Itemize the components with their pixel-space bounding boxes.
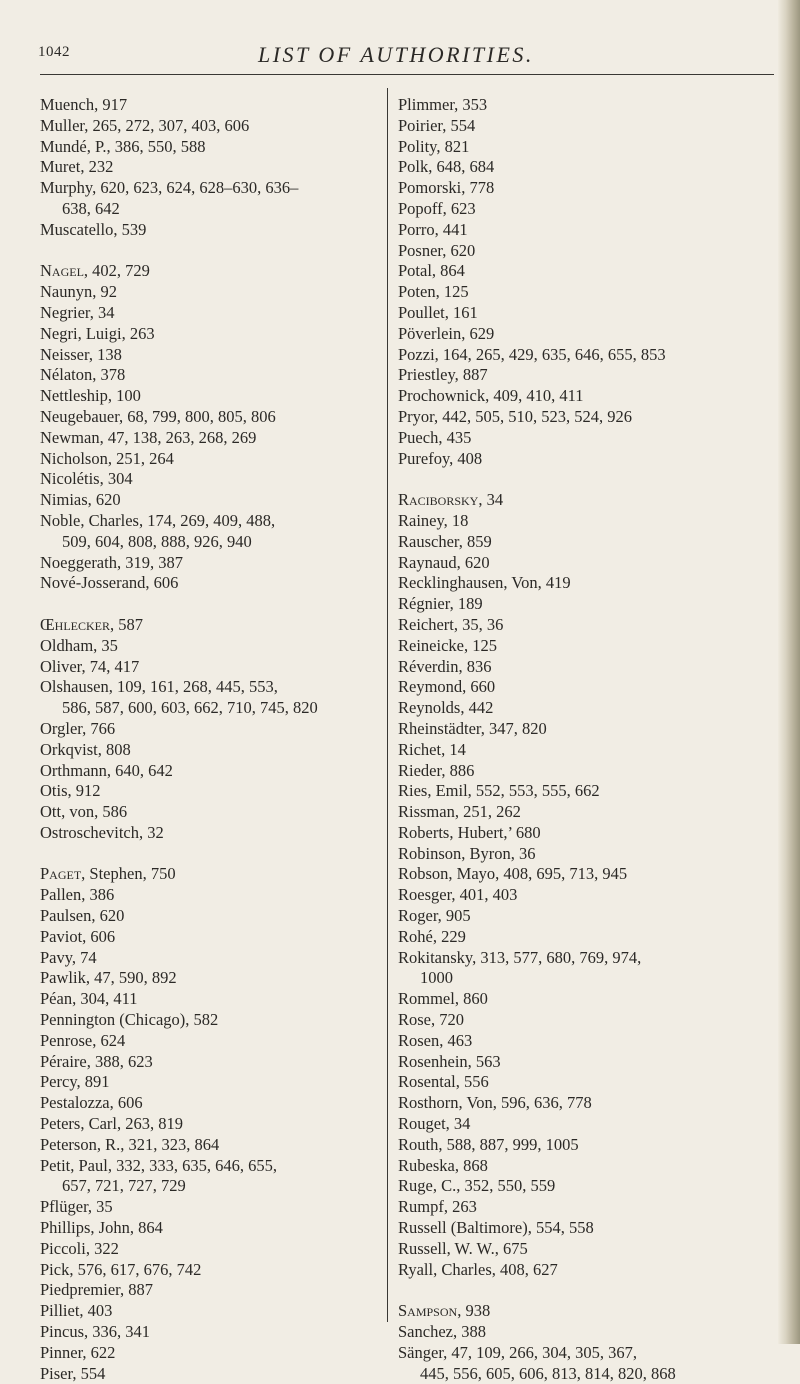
index-entry-line: Rissman, 251, 262 — [398, 802, 521, 822]
index-entry — [398, 178, 784, 199]
index-entry-line: Polity, 821 — [398, 136, 470, 156]
index-entry — [40, 1239, 384, 1260]
index-entry — [398, 989, 784, 1010]
index-entry-line: Rheinstädter, 347, 820 — [398, 718, 547, 738]
index-entry-line: Ruge, C., 352, 550, 559 — [398, 1176, 556, 1196]
index-entry — [398, 303, 784, 324]
index-entry-line: Pawlik, 47, 590, 892 — [40, 968, 177, 988]
index-entry — [40, 1031, 384, 1052]
index-entry — [40, 823, 384, 844]
index-entry-line: Nettleship, 100 — [40, 386, 141, 406]
index-entry-line: Pinner, 622 — [40, 1342, 116, 1362]
index-entry-line: Oliver, 74, 417 — [40, 656, 140, 676]
index-entry — [398, 1072, 784, 1093]
index-entry — [398, 1010, 784, 1031]
index-entry — [398, 386, 784, 407]
index-entry-line: Pestalozza, 606 — [40, 1093, 143, 1113]
index-entry — [40, 906, 384, 927]
index-entry-line: Penrose, 624 — [40, 1030, 126, 1050]
index-entry-line: Rokitansky, 313, 577, 680, 769, 974, — [398, 947, 642, 967]
index-entry-line: Plimmer, 353 — [398, 95, 488, 114]
index-entry-line: Pozzi, 164, 265, 429, 635, 646, 655, 853 — [398, 344, 666, 364]
index-entry-line: Russell (Baltimore), 554, 558 — [398, 1218, 594, 1238]
index-entry-line: Noble, Charles, 174, 269, 409, 488, — [40, 510, 276, 530]
index-entry-line: Neugebauer, 68, 799, 800, 805, 806 — [40, 406, 276, 426]
index-entry — [40, 1197, 384, 1218]
index-entry-line: Rumpf, 263 — [398, 1197, 477, 1217]
section-head-name: Œhlecker — [40, 614, 111, 634]
index-entry — [40, 864, 384, 885]
index-entry-line: Sampson, 938 — [398, 1301, 491, 1321]
index-entry-line: Potal, 864 — [398, 261, 465, 281]
index-entry — [40, 1280, 384, 1301]
index-entry-line: Rosen, 463 — [398, 1030, 473, 1050]
index-entry-continuation: 509, 604, 808, 888, 926, 940 — [62, 531, 252, 551]
index-entry — [398, 1135, 784, 1156]
index-entry — [40, 116, 384, 137]
index-entry — [398, 282, 784, 303]
index-entry-line: Pomorski, 778 — [398, 178, 495, 198]
index-entry — [40, 303, 384, 324]
index-entry — [40, 1343, 384, 1364]
index-entry-line: Piedpremier, 887 — [40, 1280, 153, 1300]
index-entry-line: Ryall, Charles, 408, 627 — [398, 1259, 558, 1279]
index-entry-line: Nimias, 620 — [40, 490, 121, 510]
index-entry-line: Richet, 14 — [398, 739, 466, 759]
index-entry — [40, 428, 384, 449]
index-entry — [398, 407, 784, 428]
index-entry-line: Olshausen, 109, 161, 268, 445, 553, — [40, 677, 278, 697]
index-entry-line: Reynolds, 442 — [398, 698, 494, 718]
index-entry-line: Reymond, 660 — [398, 677, 496, 697]
index-entry-line: Oldham, 35 — [40, 635, 118, 655]
index-entry-line: Ott, von, 586 — [40, 802, 128, 822]
index-entry-line: Muench, 917 — [40, 95, 128, 114]
column-divider — [387, 88, 388, 1322]
index-entry — [398, 1031, 784, 1052]
index-entry — [40, 1010, 384, 1031]
index-entry — [398, 345, 784, 366]
index-entry-line: Pick, 576, 617, 676, 742 — [40, 1259, 202, 1279]
index-entry — [40, 1364, 384, 1384]
index-entry-line: Popoff, 623 — [398, 198, 476, 218]
index-entry — [398, 1260, 784, 1281]
index-entry-continuation: 586, 587, 600, 603, 662, 710, 745, 820 — [62, 698, 318, 718]
index-entry — [40, 1114, 384, 1135]
index-entry-line: Pennington (Chicago), 582 — [40, 1010, 219, 1030]
index-entry-line: Recklinghausen, Von, 419 — [398, 573, 571, 593]
index-entry — [398, 1322, 784, 1343]
index-entry-line: Paulsen, 620 — [40, 906, 125, 926]
index-entry-line: Rauscher, 859 — [398, 531, 492, 551]
index-entry-line: Peterson, R., 321, 323, 864 — [40, 1134, 220, 1154]
index-entry — [40, 1260, 384, 1281]
index-entry-line: Neisser, 138 — [40, 344, 122, 364]
index-entry-line: Porro, 441 — [398, 219, 468, 239]
index-entry-line: Robinson, Byron, 36 — [398, 843, 536, 863]
index-entry — [40, 1135, 384, 1156]
index-entry-line: Posner, 620 — [398, 240, 476, 260]
index-entry — [398, 553, 784, 574]
index-entry — [398, 1176, 784, 1197]
index-entry-line: Murphy, 620, 623, 624, 628–630, 636– — [40, 178, 299, 198]
index-entry-line: Purefoy, 408 — [398, 448, 483, 468]
index-entry-line: Puech, 435 — [398, 427, 472, 447]
index-entry-line: Rosthorn, Von, 596, 636, 778 — [398, 1093, 592, 1113]
index-entry-line: Pryor, 442, 505, 510, 523, 524, 926 — [398, 406, 633, 426]
index-entry-line: Noeggerath, 319, 387 — [40, 552, 183, 572]
index-entry — [40, 761, 384, 782]
index-entry-line: Sanchez, 388 — [398, 1322, 486, 1342]
index-entry-line: Reineicke, 125 — [398, 635, 497, 655]
index-column-right — [398, 95, 784, 1384]
index-entry-line: Poirier, 554 — [398, 115, 476, 135]
index-entry-line: Priestley, 887 — [398, 365, 488, 385]
index-entry — [398, 864, 784, 885]
index-entry — [398, 137, 784, 158]
section-gap — [40, 594, 384, 615]
index-entry-line: Newman, 47, 138, 263, 268, 269 — [40, 427, 257, 447]
section-head-name: Raciborsky — [398, 490, 479, 510]
index-entry-line: Roesger, 401, 403 — [398, 885, 518, 905]
index-entry — [398, 698, 784, 719]
index-entry-line: Petit, Paul, 332, 333, 635, 646, 655, — [40, 1155, 277, 1175]
running-title: LIST OF AUTHORITIES. — [258, 42, 534, 67]
index-entry-line: Rosenhein, 563 — [398, 1051, 501, 1071]
index-entry-line: Nové-Josserand, 606 — [40, 573, 179, 593]
index-entry — [398, 573, 784, 594]
index-entry — [398, 511, 784, 532]
index-entry — [40, 885, 384, 906]
index-entry-line: Péraire, 388, 623 — [40, 1051, 153, 1071]
index-entry-line: Pavy, 74 — [40, 947, 97, 967]
index-entry-line: Rainey, 18 — [398, 510, 469, 530]
index-entry-continuation: 1000 — [420, 968, 453, 988]
index-entry-line: Nicholson, 251, 264 — [40, 448, 174, 468]
section-gap — [40, 241, 384, 262]
index-entry — [40, 1301, 384, 1322]
index-entry — [398, 844, 784, 865]
index-entry — [40, 968, 384, 989]
index-entry — [40, 511, 384, 553]
index-entry-line: Rose, 720 — [398, 1010, 464, 1030]
index-entry — [398, 1239, 784, 1260]
index-entry-line: Rommel, 860 — [398, 989, 488, 1009]
index-entry-continuation: 638, 642 — [62, 198, 120, 218]
index-entry-line: Rosental, 556 — [398, 1072, 489, 1092]
index-entry — [40, 178, 384, 220]
index-entry-line: Muret, 232 — [40, 157, 114, 177]
index-entry — [398, 241, 784, 262]
section-gap — [398, 469, 784, 490]
index-entry-line: Roger, 905 — [398, 906, 471, 926]
index-entry-line: Ostroschevitch, 32 — [40, 822, 164, 842]
index-entry — [40, 740, 384, 761]
index-entry-line: Percy, 891 — [40, 1072, 110, 1092]
index-entry-line: Negrier, 34 — [40, 302, 115, 322]
index-entry — [398, 532, 784, 553]
index-entry-line: Sänger, 47, 109, 266, 304, 305, 367, — [398, 1342, 638, 1362]
index-entry — [40, 1218, 384, 1239]
index-entry-line: Raynaud, 620 — [398, 552, 490, 572]
index-entry-line: Paget, Stephen, 750 — [40, 864, 176, 884]
index-entry — [398, 220, 784, 241]
index-entry — [40, 1322, 384, 1343]
index-entry — [40, 927, 384, 948]
index-entry — [40, 1093, 384, 1114]
index-entry — [398, 199, 784, 220]
index-entry-line: Ries, Emil, 552, 553, 555, 662 — [398, 781, 600, 801]
index-entry-line: Muscatello, 539 — [40, 219, 147, 239]
index-entry — [40, 490, 384, 511]
index-entry — [40, 469, 384, 490]
index-entry-line: Russell, W. W., 675 — [398, 1238, 528, 1258]
page-number: 1042 — [38, 44, 70, 60]
index-entry — [398, 719, 784, 740]
index-entry — [398, 1156, 784, 1177]
index-entry — [398, 761, 784, 782]
index-entry — [398, 677, 784, 698]
index-entry — [398, 885, 784, 906]
index-entry-line: Pincus, 336, 341 — [40, 1322, 151, 1342]
index-entry — [40, 636, 384, 657]
index-entry-line: Piser, 554 — [40, 1363, 106, 1383]
index-entry — [398, 490, 784, 511]
index-entry — [398, 1114, 784, 1135]
index-entry — [398, 365, 784, 386]
section-gap — [398, 1280, 784, 1301]
index-entry-line: Pöverlein, 629 — [398, 323, 495, 343]
index-entry-line: Réverdin, 836 — [398, 656, 492, 676]
index-entry — [40, 345, 384, 366]
index-entry-line: Polk, 648, 684 — [398, 157, 495, 177]
index-entry-line: Negri, Luigi, 263 — [40, 323, 155, 343]
index-entry — [40, 95, 384, 116]
index-entry-line: Paviot, 606 — [40, 926, 116, 946]
index-entry-line: Rouget, 34 — [398, 1114, 471, 1134]
index-column-left — [40, 95, 384, 1384]
index-entry-line: Régnier, 189 — [398, 594, 483, 614]
index-entry-line: Muller, 265, 272, 307, 403, 606 — [40, 115, 250, 135]
index-entry — [398, 823, 784, 844]
index-entry — [40, 948, 384, 969]
index-entry-line: Prochownick, 409, 410, 411 — [398, 386, 584, 406]
index-entry-line: Rieder, 886 — [398, 760, 475, 780]
header-rule — [40, 74, 774, 75]
index-entry — [40, 282, 384, 303]
index-entry — [40, 220, 384, 241]
index-entry-line: Poten, 125 — [398, 282, 469, 302]
section-head-name: Paget — [40, 864, 82, 884]
index-entry — [398, 95, 784, 116]
index-entry-line: Routh, 588, 887, 999, 1005 — [398, 1134, 579, 1154]
index-entry — [398, 781, 784, 802]
index-entry-line: Poullet, 161 — [398, 302, 478, 322]
index-entry-line: Œhlecker, 587 — [40, 614, 144, 634]
index-entry — [398, 594, 784, 615]
index-entry-line: Phillips, John, 864 — [40, 1218, 163, 1238]
index-entry — [398, 1052, 784, 1073]
index-entry — [40, 657, 384, 678]
index-entry-line: Rubeska, 868 — [398, 1155, 488, 1175]
index-entry — [398, 740, 784, 761]
index-entry — [398, 449, 784, 470]
index-entry-line: Peters, Carl, 263, 819 — [40, 1114, 183, 1134]
index-entry — [40, 615, 384, 636]
index-entry-line: Nélaton, 378 — [40, 365, 126, 385]
index-entry — [40, 324, 384, 345]
index-entry — [40, 1052, 384, 1073]
index-entry-line: Nagel, 402, 729 — [40, 261, 150, 281]
section-head-name: Nagel — [40, 261, 84, 281]
index-entry — [40, 719, 384, 740]
index-entry-line: Otis, 912 — [40, 781, 101, 801]
index-entry — [398, 636, 784, 657]
index-entry — [398, 157, 784, 178]
index-entry-line: Naunyn, 92 — [40, 282, 117, 302]
index-entry — [40, 989, 384, 1010]
index-entry — [40, 407, 384, 428]
index-entry — [40, 386, 384, 407]
index-entry — [398, 1093, 784, 1114]
index-entry — [40, 573, 384, 594]
index-entry — [398, 1301, 784, 1322]
index-entry-line: Pallen, 386 — [40, 885, 115, 905]
index-entry-line: Pilliet, 403 — [40, 1301, 113, 1321]
index-entry-line: Nicolétis, 304 — [40, 469, 133, 489]
index-entry — [398, 324, 784, 345]
section-gap — [40, 844, 384, 865]
index-entry-line: Robson, Mayo, 408, 695, 713, 945 — [398, 864, 628, 884]
index-entry — [398, 116, 784, 137]
index-entry — [40, 1156, 384, 1198]
index-entry-line: Piccoli, 322 — [40, 1238, 119, 1258]
index-entry — [398, 1218, 784, 1239]
index-entry-line: Orthmann, 640, 642 — [40, 760, 173, 780]
index-entry — [40, 1072, 384, 1093]
index-entry — [40, 261, 384, 282]
index-entry-line: Péan, 304, 411 — [40, 989, 138, 1009]
index-entry — [40, 553, 384, 574]
index-entry — [40, 365, 384, 386]
index-entry — [398, 906, 784, 927]
index-entry-line: Orgler, 766 — [40, 718, 116, 738]
index-entry-line: Mundé, P., 386, 550, 588 — [40, 136, 206, 156]
index-entry — [40, 677, 384, 719]
index-entry — [398, 927, 784, 948]
index-entry — [398, 428, 784, 449]
index-entry — [40, 781, 384, 802]
index-entry-line: Roberts, Hubert,’ 680 — [398, 822, 541, 842]
index-entry-continuation: 657, 721, 727, 729 — [62, 1176, 186, 1196]
index-entry-line: Pflüger, 35 — [40, 1197, 113, 1217]
index-entry — [398, 615, 784, 636]
section-head-name: Sampson — [398, 1301, 458, 1321]
index-entry — [40, 157, 384, 178]
index-entry — [398, 657, 784, 678]
index-entry — [398, 1197, 784, 1218]
index-entry — [40, 802, 384, 823]
index-entry — [40, 137, 384, 158]
index-entry — [398, 1343, 784, 1384]
index-entry — [398, 261, 784, 282]
index-entry — [398, 948, 784, 990]
index-entry-line: Orkqvist, 808 — [40, 739, 131, 759]
index-entry-line: Raciborsky, 34 — [398, 490, 504, 510]
index-entry — [40, 449, 384, 470]
index-entry-line: Rohé, 229 — [398, 926, 466, 946]
index-entry-line: Reichert, 35, 36 — [398, 614, 504, 634]
index-entry-continuation: 445, 556, 605, 606, 813, 814, 820, 868 — [420, 1363, 676, 1383]
index-entry — [398, 802, 784, 823]
